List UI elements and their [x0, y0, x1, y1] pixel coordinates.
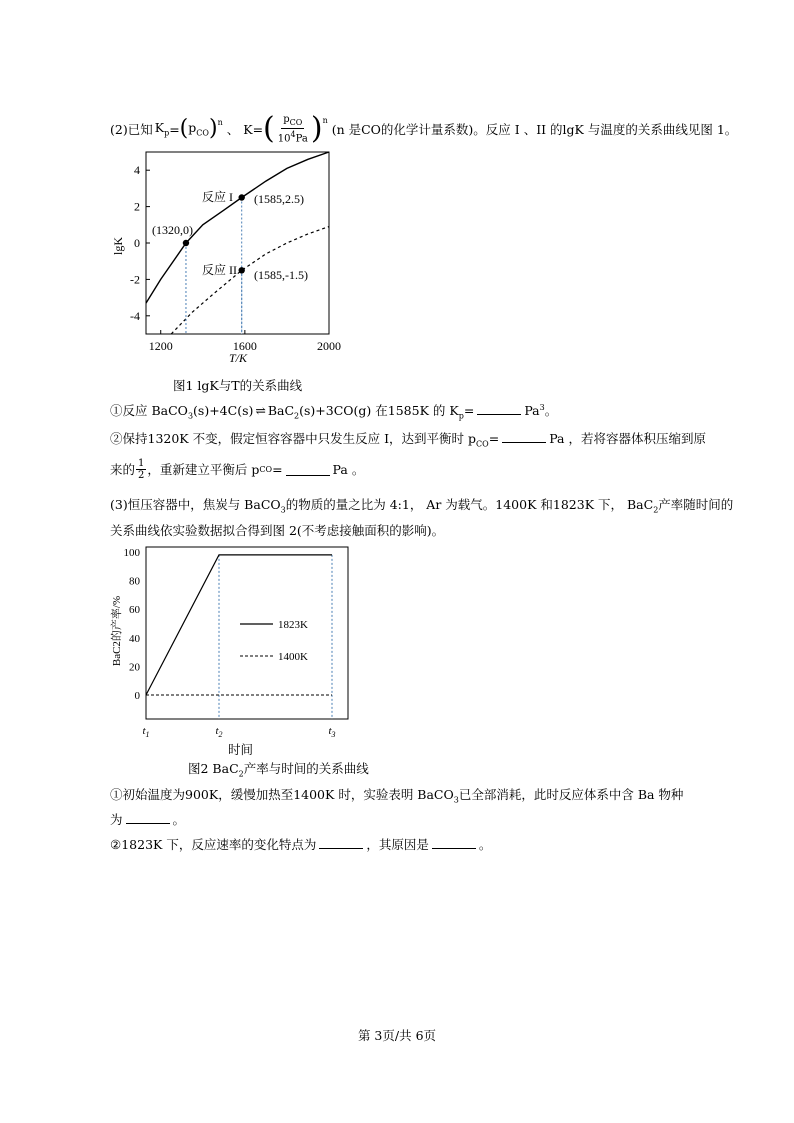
exp-n-2: n: [322, 115, 328, 125]
q3-item-1-cont: 为 。: [110, 812, 186, 827]
legend-1823-label: 1823K: [278, 619, 308, 631]
answer-blank-1[interactable]: [477, 402, 521, 415]
fig2-ytick-label: 100: [123, 547, 140, 559]
label-point-c: (1585,-1.5): [254, 268, 308, 282]
q2-item-1: ①反应 BaCO$_3$(s)+4C(s) ⇌ BaC$_2$(s)+3CO(g) 在1585K 的 $K_p= Pa^3$。: [110, 402, 558, 421]
fig2-ylabel: BaC2的产率/%: [111, 595, 123, 667]
figure1-caption: 图1 lgK与T的关系曲线: [173, 378, 303, 393]
fig1-ytick-label: 0: [134, 236, 140, 250]
label-point-b: (1585,2.5): [254, 192, 304, 206]
tick-t2: $t_2$: [215, 725, 223, 739]
separator: 、: [226, 122, 240, 137]
fig1-point: [183, 240, 189, 246]
exp-n: n: [217, 117, 223, 127]
fig1-ytick-label: -4: [130, 308, 140, 323]
fig1-point: [239, 194, 245, 200]
paren-open: (: [179, 116, 189, 141]
fig1-ytick-label: 4: [134, 163, 140, 178]
tick-t3: $t_3$: [328, 725, 336, 739]
label-reaction-1: 反应 I: [202, 190, 233, 204]
q3-item-2: ②1823K 下，反应速率的变化特点为 ，其原因是 。: [110, 837, 492, 852]
legend-1400-label: 1400K: [278, 651, 308, 663]
fig2-ytick-label: 20: [129, 661, 140, 674]
fig1-point: [239, 267, 245, 273]
answer-blank-6[interactable]: [432, 836, 476, 849]
pco-symbol: $p_{CO}$: [188, 120, 209, 138]
answer-blank-3[interactable]: [286, 463, 330, 476]
k-symbol: K=: [243, 121, 264, 137]
one-half-fraction: $\frac{1}{2}$: [138, 457, 145, 481]
fig1-xtick-label: 1600: [232, 339, 257, 353]
answer-blank-5[interactable]: [319, 836, 363, 849]
fig1-ylabel: lgK: [111, 237, 125, 255]
q3-line-2: 关系曲线依实验数据拟合得到图 2(不考虑接触面积的影响)。: [110, 523, 445, 538]
fig2-ytick-label: 60: [129, 604, 140, 617]
q2-item-2: ②保持1320K 不变，假定恒容容器中只发生反应 I，达到平衡时 $p_{CO}= Pa$ ，若将容器体积压缩到原: [110, 431, 706, 449]
paren-close: ): [208, 116, 218, 141]
fig2-ytick-label: 40: [129, 632, 140, 645]
fig2-frame: [146, 547, 348, 719]
q2-item-3: 来的 $\frac{1}{2}$ ，重新建立平衡后 p CO = Pa 。: [110, 457, 365, 481]
label-reaction-2: 反应 II: [202, 263, 237, 277]
kp-symbol: $K_p$: [154, 120, 170, 138]
fig1-xlabel: T/K: [228, 351, 248, 365]
fig1-ytick-label: 2: [134, 199, 140, 214]
figure2-xlabel: 时间: [228, 742, 254, 757]
q2-intro: (2)已知: [110, 122, 153, 137]
k-fraction: $\frac{p_{CO}}{10^4Pa}$: [277, 113, 308, 145]
eq-sign: =: [169, 121, 180, 137]
q3-item-1: ①初始温度为900K，缓慢加热至1400K 时，实验表明 BaCO$_3$已全部消耗，此时反应体系中含 Ba 物种: [110, 787, 684, 805]
fig1-xtick-label: 1200: [148, 339, 173, 353]
q3-line-1: (3)恒压容器中，焦炭与 BaCO$_3$的物质的量之比为 4:1， Ar 为载气。1400K 和1823K 下， BaC$_2$产率随时间的: [110, 497, 734, 515]
equilibrium-arrow: ⇌: [255, 403, 266, 418]
fig2-ytick-label: 80: [129, 575, 140, 588]
paren-open-2: (: [263, 111, 275, 146]
answer-blank-2[interactable]: [502, 430, 546, 443]
figure1-chart: [108, 146, 348, 366]
paren-close-2: ): [310, 111, 323, 146]
figure2-caption: 图2 BaC$_2$产率与时间的关系曲线: [188, 761, 369, 779]
label-point-a: (1320,0): [152, 223, 193, 237]
q2-header: [110, 111, 738, 146]
page-footer: 第 3页/共 6页: [357, 1028, 437, 1043]
fig1-frame: [146, 152, 329, 334]
figure2-chart: [108, 543, 358, 743]
q2-intro-rest: (n 是CO的化学计量系数)。反应 I 、II 的lgK 与温度的关系曲线见图 1。: [331, 122, 738, 137]
tick-t1: $t_1$: [142, 725, 150, 739]
fig1-xtick-label: 2000: [317, 339, 341, 353]
fig1-ytick-label: -2: [130, 272, 140, 287]
answer-blank-4[interactable]: [126, 811, 170, 824]
fig2-ytick-label: 0: [134, 690, 140, 702]
